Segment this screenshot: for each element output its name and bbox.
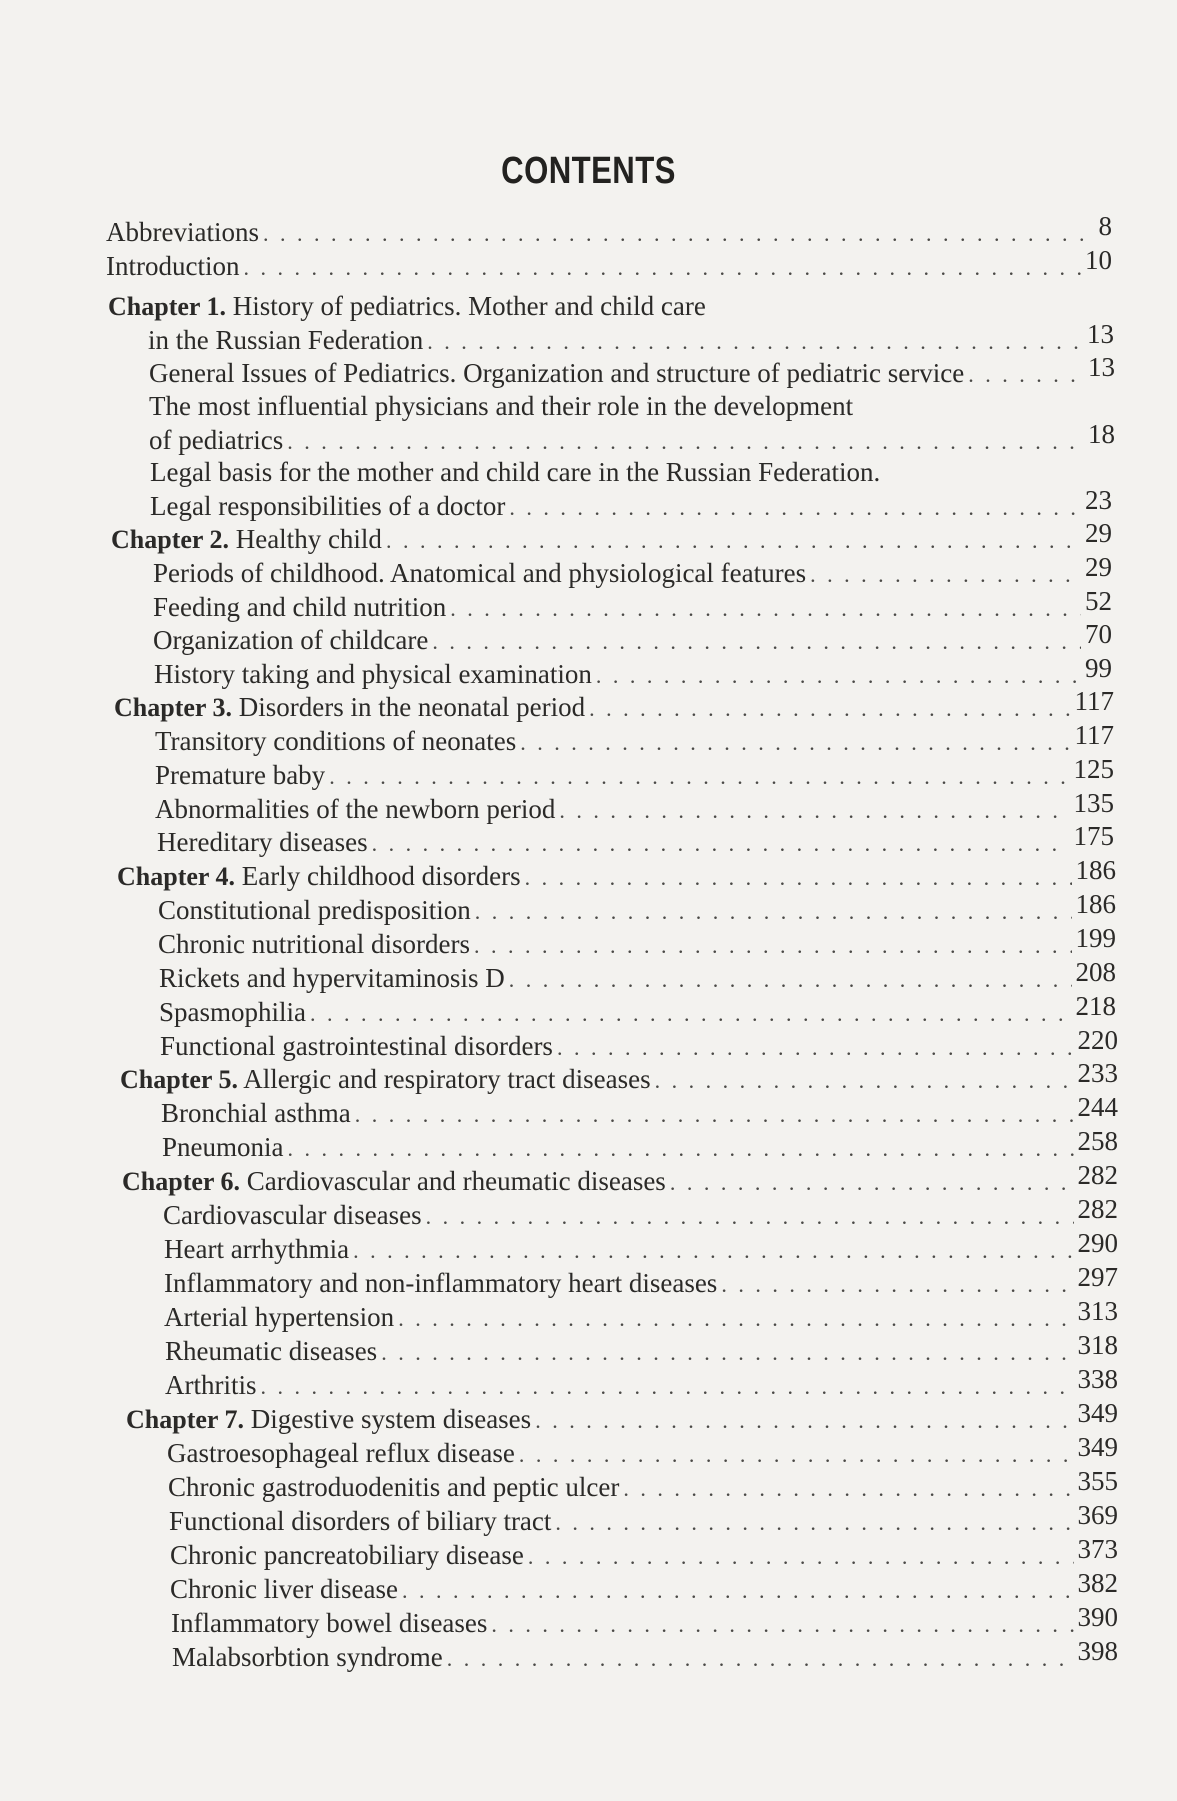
toc-entry-label: Functional disorders of biliary tract [169,1506,552,1536]
toc-leader-dots [398,1303,1073,1335]
toc-section-general-issues[interactable] [149,352,1115,391]
toc-entry-label: Bronchial asthma [161,1098,351,1128]
toc-chapter-1-heading[interactable] [108,290,706,323]
toc-section[interactable] [161,1092,1118,1131]
toc-leader-dots [310,998,1072,1030]
toc-page-number: 313 [1077,1296,1118,1326]
toc-page-number: 233 [1077,1058,1118,1088]
toc-section[interactable] [153,552,1112,591]
toc-page-number: 175 [1073,821,1114,851]
toc-page-number: 355 [1077,1466,1118,1496]
toc-entry-label: Inflammatory and non-inflammatory heart diseases [164,1268,718,1298]
toc-page-number: 13 [1087,319,1114,349]
toc-leader-dots [426,1201,1074,1233]
toc-page-number: 382 [1077,1568,1118,1598]
toc-section[interactable] [157,821,1114,860]
toc-page-number: 218 [1075,991,1116,1021]
toc-chapter-5[interactable] [120,1058,1118,1097]
chapter-title: Early childhood disorders [241,861,521,891]
toc-page-number: 220 [1077,1025,1118,1055]
toc-leader-dots [491,1609,1073,1641]
toc-section[interactable] [154,653,1112,692]
toc-leader-dots [509,492,1081,524]
toc-entry-label: Feeding and child nutrition [153,592,447,622]
toc-entry-label: Chronic pancreatobiliary disease [170,1540,524,1570]
toc-page-number: 117 [1074,720,1114,750]
toc-section[interactable] [165,1330,1118,1369]
toc-page-number: 369 [1077,1500,1118,1530]
toc-leader-dots [381,1337,1073,1369]
toc-section[interactable] [159,957,1116,996]
toc-leader-dots [475,896,1072,928]
toc-chapter-2[interactable] [111,518,1112,557]
chapter-title: History of pediatrics. Mother and child care [232,291,706,321]
chapter-number: Chapter 7. [126,1405,244,1434]
toc-leader-dots [596,660,1081,692]
toc-page-number: 135 [1073,788,1114,818]
toc-leader-dots [263,218,1095,250]
toc-section-physicians[interactable] [149,419,1115,458]
toc-leader-dots [555,1507,1073,1539]
toc-chapter-4[interactable] [117,855,1116,894]
toc-page-number: 208 [1075,957,1116,987]
toc-leader-dots [557,1032,1074,1064]
toc-entry-label: Chronic nutritional disorders [158,929,470,959]
chapter-title: Allergic and respiratory tract diseases [243,1064,651,1094]
toc-entry-label: Abnormalities of the newborn period [155,794,556,824]
toc-chapter-7[interactable] [126,1398,1118,1437]
toc-leader-dots [402,1575,1074,1607]
toc-section[interactable] [155,754,1114,793]
toc-section[interactable] [159,991,1116,1030]
toc-leader-dots [287,426,1084,458]
toc-section[interactable] [162,1126,1118,1165]
toc-entry-label: History taking and physical examination [154,659,592,689]
toc-section[interactable] [160,1025,1118,1064]
toc-entry-label: Spasmophilia [159,997,306,1027]
toc-page-number: 398 [1077,1636,1118,1666]
toc-page-number: 125 [1073,754,1114,784]
toc-leader-dots [474,930,1072,962]
toc-entry-label: Inflammatory bowel diseases [171,1608,488,1638]
toc-entry-label: Functional gastrointestinal disorders [160,1031,553,1061]
toc-entry-label: Chronic liver disease [170,1574,398,1604]
toc-entry-label: Periods of childhood. Anatomical and physiological features [153,558,807,588]
toc-leader-dots [589,693,1070,725]
toc-chapter-3[interactable] [114,686,1114,725]
toc-leader-dots [655,1065,1074,1097]
toc-entry-label: Rheumatic diseases [165,1336,378,1366]
toc-leader-dots [968,359,1084,391]
toc-entry-label: Gastroesophageal reflux disease [167,1438,515,1468]
chapter-number: Chapter 6. [122,1167,240,1196]
toc-page-number: 297 [1077,1262,1118,1292]
toc-leader-dots [519,1439,1074,1471]
toc-page-number: 117 [1074,686,1114,716]
toc-leader-dots [559,795,1069,827]
toc-leader-dots [386,525,1081,557]
chapter-number: Chapter 1. [108,292,226,321]
toc-page-number: 349 [1077,1432,1118,1462]
toc-chapter-6[interactable] [122,1160,1118,1199]
toc-entry-label: Constitutional predisposition [158,895,471,925]
toc-entry-label: Abbreviations [106,217,259,247]
toc-section[interactable] [164,1296,1118,1335]
toc-page-number: 349 [1077,1398,1118,1428]
toc-entry-label: Organization of childcare [153,625,429,655]
chapter-number: Chapter 5. [120,1065,238,1094]
toc-leader-dots [372,828,1070,860]
toc-leader-dots [810,559,1081,591]
chapter-title: Digestive system diseases [250,1404,532,1434]
toc-entry-label: General Issues of Pediatrics. Organization and structure of pediatric service [149,358,965,388]
toc-page-number: 390 [1077,1602,1118,1632]
toc-entry-label: Rickets and hypervitaminosis D [159,963,505,993]
chapter-title: Cardiovascular and rheumatic diseases [246,1166,666,1196]
toc-section[interactable] [171,1602,1118,1641]
toc-leader-dots [450,593,1081,625]
toc-leader-dots [721,1269,1073,1301]
toc-page-number: 318 [1077,1330,1118,1360]
toc-section[interactable] [164,1228,1118,1267]
toc-section[interactable] [163,1194,1118,1233]
toc-page-number: 244 [1077,1092,1118,1122]
toc-page-number: 373 [1077,1534,1118,1564]
toc-leader-dots [261,1371,1074,1403]
toc-leader-dots [427,326,1083,358]
toc-section[interactable] [158,889,1116,928]
toc-page-number: 18 [1088,419,1115,449]
toc-leader-dots [535,1405,1073,1437]
toc-page-number: 282 [1077,1160,1118,1190]
toc-entry-label: Premature baby [155,760,326,790]
toc-section[interactable] [158,923,1116,962]
toc-section[interactable] [168,1466,1118,1505]
toc-entry-label: Transitory conditions of neonates [155,726,517,756]
toc-page-number: 99 [1085,653,1112,683]
toc-section[interactable] [155,720,1114,759]
toc-section-legal-line1[interactable]: Legal basis for the mother and child care in the Russian Federation. [150,457,881,487]
toc-section[interactable] [153,619,1112,658]
toc-entry-label: Chronic gastroduodenitis and peptic ulcer [168,1472,620,1502]
toc-page-number: 8 [1098,211,1112,241]
toc-section[interactable] [169,1500,1118,1539]
toc-leader-dots [623,1473,1073,1505]
toc-page-number: 258 [1077,1126,1118,1156]
toc-page-number: 10 [1085,245,1112,275]
toc-section[interactable] [167,1432,1118,1471]
toc-page-number: 29 [1085,518,1112,548]
toc-leader-dots [288,1133,1074,1165]
toc-leader-dots [525,862,1072,894]
toc-page-number: 338 [1077,1364,1118,1394]
toc-entry-label: Heart arrhythmia [164,1234,350,1264]
toc-leader-dots [353,1235,1073,1267]
toc-leader-dots [329,761,1069,793]
toc-section[interactable] [170,1568,1118,1607]
toc-section[interactable] [172,1636,1118,1675]
toc-page-number: 29 [1085,552,1112,582]
chapter-number: Chapter 4. [117,862,235,891]
chapter-number: Chapter 2. [111,525,229,554]
toc-section[interactable] [170,1534,1118,1573]
toc-page-number: 23 [1085,485,1112,515]
toc-chapter-1-entry[interactable] [148,319,1114,358]
toc-entry-abbreviations[interactable] [106,211,1112,250]
toc-page-number: 290 [1077,1228,1118,1258]
toc-entry-label: Pneumonia [162,1132,284,1162]
toc-section[interactable] [164,1262,1118,1301]
chapter-number: Chapter 3. [114,693,232,722]
chapter-title-continued: in the Russian Federation [148,325,424,355]
chapter-title: Healthy child [235,524,382,554]
toc-entry-introduction[interactable] [106,245,1112,284]
toc-entry-label: Legal responsibilities of a doctor [150,491,506,521]
toc-page-number: 13 [1088,352,1115,382]
toc-entry-label: Hereditary diseases [157,827,368,857]
toc-leader-dots [528,1541,1074,1573]
toc-page-number: 186 [1075,855,1116,885]
toc-page-number: 70 [1085,619,1112,649]
toc-page-number: 282 [1077,1194,1118,1224]
toc-entry-label: of pediatrics [149,425,284,455]
toc-leader-dots [432,626,1081,658]
toc-leader-dots [520,727,1070,759]
toc-section-legal[interactable] [150,485,1112,524]
toc-section[interactable] [165,1364,1118,1403]
toc-entry-label: Arthritis [165,1370,257,1400]
toc-section-physicians-line1[interactable]: The most influential physicians and their role in the development [149,391,854,421]
toc-page-number: 186 [1075,889,1116,919]
toc-entry-label: Arterial hypertension [164,1302,395,1332]
toc-leader-dots [355,1099,1074,1131]
toc-entry-label: Cardiovascular diseases [163,1200,422,1230]
page-title: CONTENTS [501,150,676,192]
toc-leader-dots [243,252,1081,284]
toc-section[interactable] [155,788,1114,827]
toc-entry-label: Introduction [106,251,240,281]
toc-leader-dots [447,1643,1074,1675]
toc-section[interactable] [153,586,1112,625]
toc-page-number: 52 [1085,586,1112,616]
chapter-title: Disorders in the neonatal period [238,692,586,722]
toc-page-number: 199 [1075,923,1116,953]
toc-leader-dots [670,1167,1074,1199]
toc-entry-label: Malabsorbtion syndrome [172,1642,443,1672]
toc-leader-dots [509,964,1072,996]
